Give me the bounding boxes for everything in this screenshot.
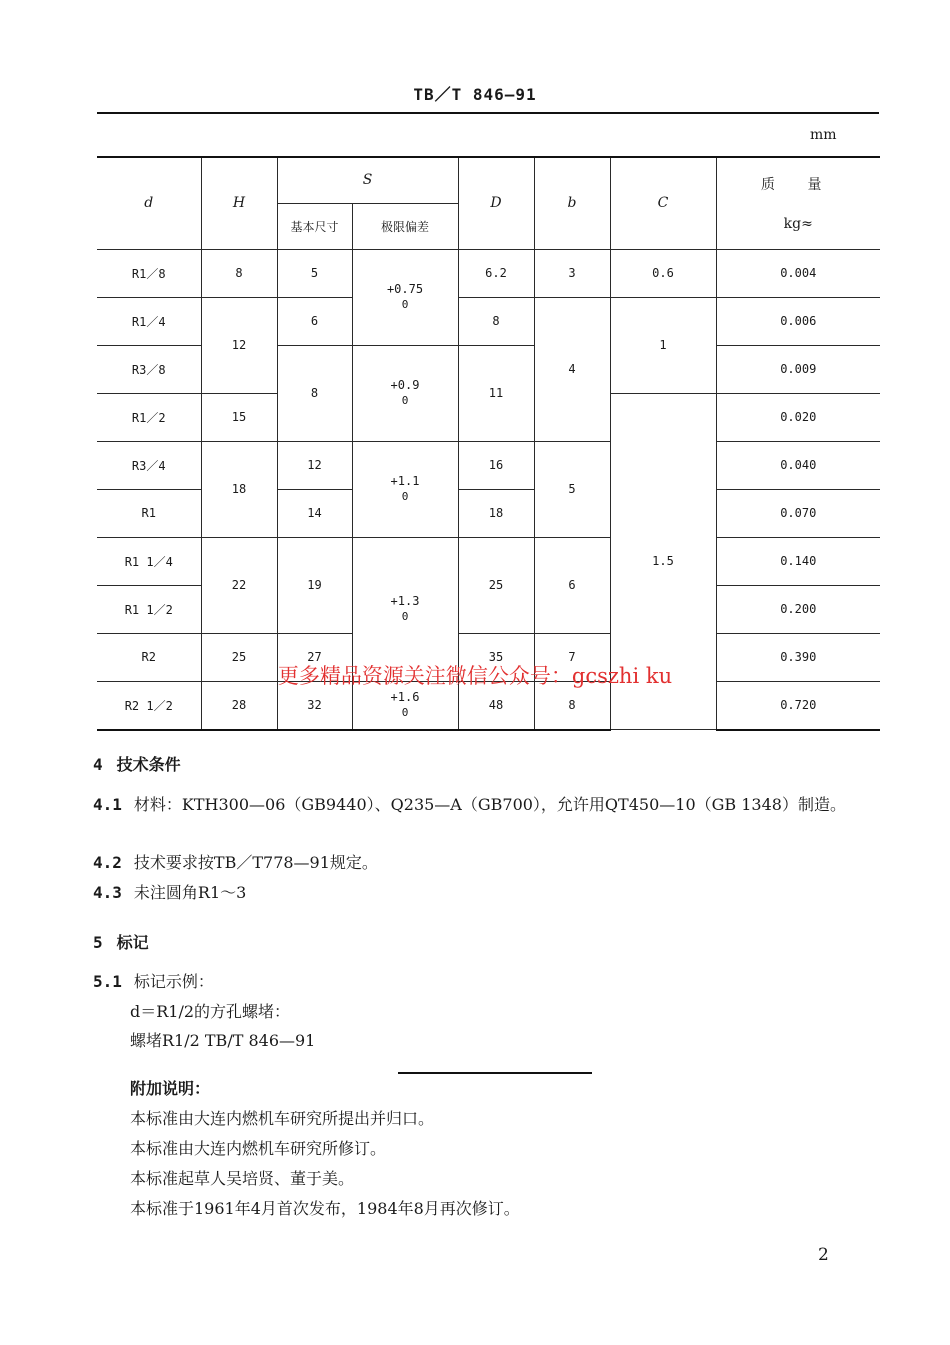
cell-tolerance (352, 249, 458, 345)
tolerance-lower: 0 (401, 610, 409, 623)
cell-mass: 0.720 (716, 681, 880, 730)
clause-text: 未注圆角R1～3 (133, 883, 247, 902)
cell-d: R3／8 (97, 345, 201, 393)
unit-label: mm (810, 127, 837, 143)
cell-d: R1 1／2 (97, 585, 201, 633)
section-title: 标记 (116, 933, 149, 952)
notes-block (130, 1104, 520, 1224)
section-title: 技术条件 (116, 755, 181, 774)
cell-mass: 0.009 (716, 345, 880, 393)
cell-mass: 0.390 (716, 633, 880, 681)
cell-D: 11 (458, 345, 534, 441)
tolerance-upper: +1.3 (390, 594, 420, 608)
clause-text: 材料：KTH300—06（GB9440）、Q235—A（GB700），允许用QT450—10（GB 1348）制造。 (133, 795, 846, 814)
cell-d: R1／4 (97, 297, 201, 345)
cell-h: 8 (201, 249, 277, 297)
cell-D: 16 (458, 441, 534, 489)
cell-h: 22 (201, 537, 277, 633)
cell-mass: 0.070 (716, 489, 880, 537)
dimension-table (97, 156, 880, 731)
cell-d: R2 (97, 633, 201, 681)
section-4-heading (93, 750, 181, 780)
col-header-s-basic: 基本尺寸 (277, 203, 352, 249)
cell-h: 18 (201, 441, 277, 537)
cell-b: 3 (534, 249, 610, 297)
col-header-D: D (458, 157, 534, 249)
cell-s: 27 (277, 633, 352, 681)
marking-example-line-2: 螺堵R1/2 TB/T 846—91 (130, 1031, 316, 1050)
cell-s: 8 (277, 345, 352, 441)
cell-h: 25 (201, 633, 277, 681)
cell-s: 19 (277, 537, 352, 633)
header-rule (97, 112, 879, 114)
watermark-text: 更多精品资源关注微信公众号：gcszhi ku (277, 664, 673, 688)
mass-unit: kg≈ (783, 216, 813, 233)
col-header-s-tolerance: 极限偏差 (352, 203, 458, 249)
cell-tolerance (352, 441, 458, 537)
cell-d: R1 (97, 489, 201, 537)
clause-text: 标记示例： (133, 972, 214, 991)
cell-mass: 0.004 (716, 249, 880, 297)
cell-tolerance (352, 345, 458, 441)
tolerance-upper: +0.75 (386, 282, 424, 296)
cell-d: R3／4 (97, 441, 201, 489)
cell-b: 7 (534, 633, 610, 681)
tolerance-lower: 0 (401, 706, 409, 719)
col-header-H: H (201, 157, 277, 249)
cell-c: 1 (610, 297, 716, 393)
note-line: 本标准起草人吴培贤、董于美。 (130, 1169, 355, 1188)
col-header-S: S (277, 157, 458, 203)
col-header-mass (716, 157, 880, 249)
cell-D: 6.2 (458, 249, 534, 297)
cell-s: 14 (277, 489, 352, 537)
cell-b: 4 (534, 297, 610, 441)
mass-title: 质 量 (761, 177, 836, 194)
cell-mass: 0.006 (716, 297, 880, 345)
clause-number: 4.2 (93, 853, 122, 872)
page-number: 2 (818, 1245, 829, 1265)
tolerance-lower: 0 (401, 394, 409, 407)
clause-number: 4.1 (93, 795, 122, 814)
cell-b: 5 (534, 441, 610, 537)
cell-d: R2 1／2 (97, 681, 201, 730)
cell-mass: 0.020 (716, 393, 880, 441)
tolerance-upper: +1.1 (390, 474, 420, 488)
clause-4-3 (93, 879, 883, 907)
cell-s: 6 (277, 297, 352, 345)
clause-5-1 (93, 968, 883, 996)
note-line: 本标准于1961年4月首次发布，1984年8月再次修订。 (130, 1199, 520, 1218)
section-5-heading (93, 928, 149, 958)
notes-divider (398, 1072, 592, 1074)
note-line: 本标准由大连内燃机车研究所修订。 (130, 1139, 387, 1158)
section-number: 5 (93, 933, 103, 952)
cell-s: 32 (277, 681, 352, 730)
cell-mass: 0.040 (716, 441, 880, 489)
cell-D: 18 (458, 489, 534, 537)
clause-number: 4.3 (93, 883, 122, 902)
col-header-d: d (97, 157, 201, 249)
clause-number: 5.1 (93, 972, 122, 991)
cell-h: 15 (201, 393, 277, 441)
cell-h: 12 (201, 297, 277, 393)
tolerance-lower: 0 (401, 298, 409, 311)
cell-D: 8 (458, 297, 534, 345)
document-header: TB／T 846—91 (413, 85, 537, 104)
tolerance-lower: 0 (401, 490, 409, 503)
section-number: 4 (93, 755, 103, 774)
cell-mass: 0.140 (716, 537, 880, 585)
cell-h: 28 (201, 681, 277, 730)
col-header-b: b (534, 157, 610, 249)
cell-d: R1 1／4 (97, 537, 201, 585)
clause-4-2 (93, 849, 883, 877)
cell-D: 35 (458, 633, 534, 681)
note-line: 本标准由大连内燃机车研究所提出并归口。 (130, 1109, 435, 1128)
col-header-C: C (610, 157, 716, 249)
cell-c: 1.5 (610, 393, 716, 730)
cell-d: R1／2 (97, 393, 201, 441)
cell-mass: 0.200 (716, 585, 880, 633)
clause-4-1 (93, 791, 883, 819)
cell-b: 6 (534, 537, 610, 633)
cell-c: 0.6 (610, 249, 716, 297)
cell-s: 12 (277, 441, 352, 489)
marking-example-line-1: d＝R1/2的方孔螺堵： (130, 1002, 291, 1021)
cell-d: R1／8 (97, 249, 201, 297)
clause-text: 技术要求按TB／T778—91规定。 (133, 853, 378, 872)
cell-s: 5 (277, 249, 352, 297)
cell-D: 25 (458, 537, 534, 633)
cell-D: 48 (458, 681, 534, 730)
notes-title: 附加说明： (130, 1079, 211, 1098)
cell-b: 8 (534, 681, 610, 730)
tolerance-upper: +1.6 (390, 690, 420, 704)
tolerance-upper: +0.9 (390, 378, 420, 392)
